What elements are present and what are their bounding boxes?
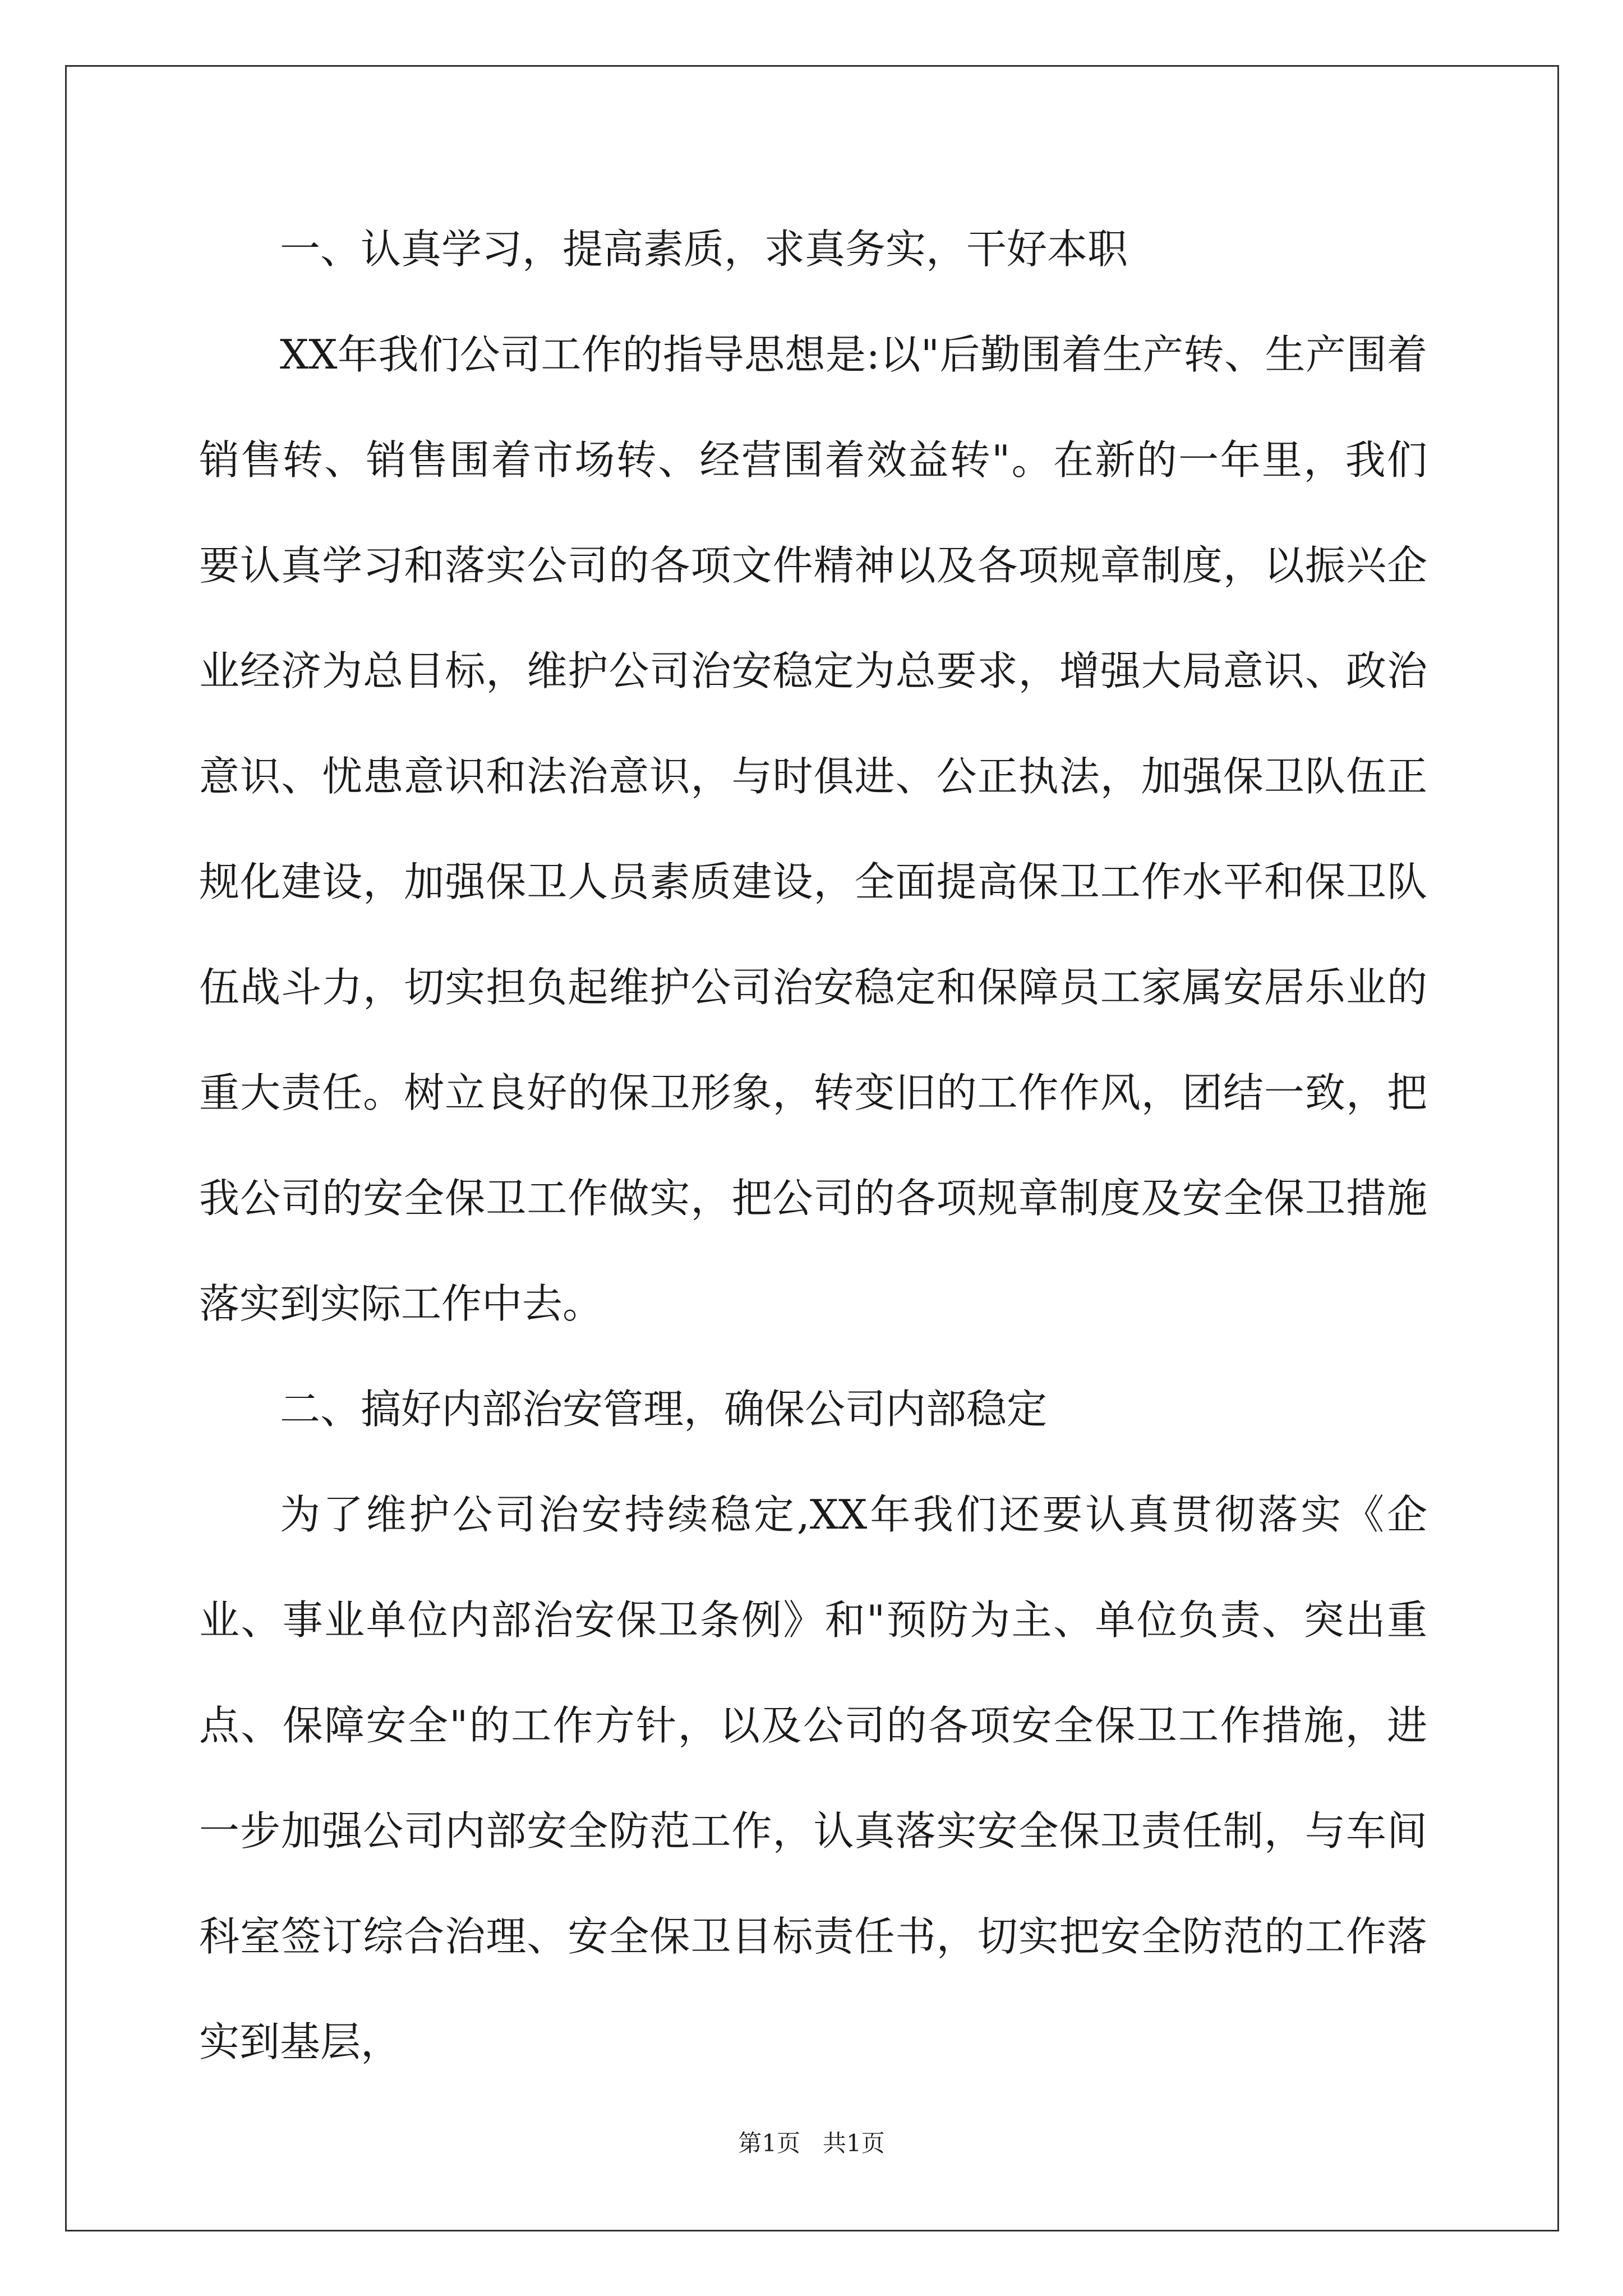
page-total: 共1页 [823,2129,885,2157]
page-footer [0,2125,1623,2159]
section-heading-2: 二、搞好内部治安管理，确保公司内部稳定 [280,1386,1048,1433]
paragraph-1: XX年我们公司工作的指导思想是:以"后勤围着生产转、生产围着销售转、销售围着市场转、经营围着效益转"。在新的一年里，我们要认真学习和落实公司的各项文件精神以及各项规章制度，以振兴企业经济为总目标，维护公司治安稳定为总要求，增强大局意识、政治意识、忧患意识和法治意识，与时俱进、公正执法，加强保卫队伍正规化建设，加强保卫人员素质建设，全面提高保卫工作水平和保卫队伍战斗力，切实担负起维护公司治安稳定和保障员工家属安居乐业的重大责任。树立良好的保卫形象，转变旧的工作作风，团结一致，把我公司的安全保卫工作做实，把公司的各项规章制度及安全保卫措施落实到实际工作中去。 [199,331,1427,1327]
page-number: 第1页 [738,2129,800,2157]
document-body [199,196,1427,2095]
section-heading-1: 一、认真学习，提高素质，求真务实，干好本职 [280,226,1128,273]
paragraph-2: 为了维护公司治安持续稳定,XX年我们还要认真贯彻落实《企业、事业单位内部治安保卫条例》和"预防为主、单位负责、突出重点、保障安全"的工作方针，以及公司的各项安全保卫工作措施，进一步加强公司内部安全防范工作，认真落实安全保卫责任制，与车间科室签订综合治理、安全保卫目标责任书，切实把安全防范的工作落实到基层， [199,1491,1427,2065]
